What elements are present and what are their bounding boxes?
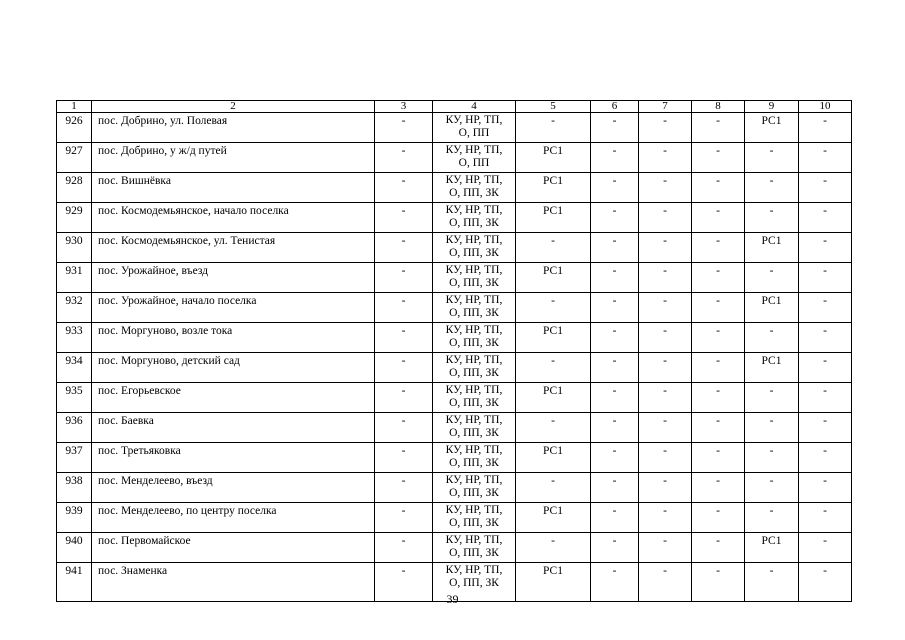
col9-cell: - <box>745 473 799 503</box>
col7-cell: - <box>639 353 692 383</box>
types-cell <box>433 533 516 563</box>
col3-cell: - <box>375 353 433 383</box>
col8-cell: - <box>692 353 745 383</box>
col8-cell: - <box>692 113 745 143</box>
row-number-cell: 931 <box>57 263 92 293</box>
types-line-1: КУ, НР, ТП, <box>445 294 503 306</box>
location-name-cell: пос. Моргуново, возле тока <box>92 323 375 353</box>
row-number-cell: 927 <box>57 143 92 173</box>
location-name-cell: пос. Первомайское <box>92 533 375 563</box>
col5-cell: РС1 <box>516 443 591 473</box>
col9-cell: - <box>745 173 799 203</box>
table-body <box>57 113 852 602</box>
col7-cell: - <box>639 413 692 443</box>
table-row <box>57 533 852 563</box>
col9-cell: - <box>745 383 799 413</box>
table-row <box>57 113 852 143</box>
col5-cell: РС1 <box>516 263 591 293</box>
col10-cell: - <box>799 563 852 602</box>
col3-cell: - <box>375 503 433 533</box>
col10-cell: - <box>799 353 852 383</box>
col6-cell: - <box>591 263 639 293</box>
col10-cell: - <box>799 413 852 443</box>
table-row <box>57 263 852 293</box>
col9-cell: - <box>745 203 799 233</box>
types-line-2: О, ПП, ЗК <box>449 337 499 349</box>
col9-cell: - <box>745 503 799 533</box>
types-cell <box>433 233 516 263</box>
location-name-cell: пос. Баевка <box>92 413 375 443</box>
col8-cell: - <box>692 293 745 323</box>
types-line-1: КУ, НР, ТП, <box>445 264 503 276</box>
table-row <box>57 143 852 173</box>
col9-cell: РС1 <box>745 293 799 323</box>
table-row <box>57 383 852 413</box>
col10-cell: - <box>799 533 852 563</box>
col6-cell: - <box>591 563 639 602</box>
col10-cell: - <box>799 263 852 293</box>
col9-cell: РС1 <box>745 533 799 563</box>
col8-cell: - <box>692 533 745 563</box>
types-line-2: О, ПП, ЗК <box>449 367 499 379</box>
types-line-2: О, ПП, ЗК <box>449 187 499 199</box>
row-number-cell: 941 <box>57 563 92 602</box>
col7-cell: - <box>639 443 692 473</box>
col8-cell: - <box>692 143 745 173</box>
location-name-cell: пос. Урожайное, начало поселка <box>92 293 375 323</box>
col10-cell: - <box>799 173 852 203</box>
types-line-2: О, ПП <box>458 157 490 169</box>
types-cell <box>433 383 516 413</box>
col10-cell: - <box>799 503 852 533</box>
col5-cell: РС1 <box>516 143 591 173</box>
col8-cell: - <box>692 173 745 203</box>
col5-cell: РС1 <box>516 323 591 353</box>
table-row <box>57 353 852 383</box>
col3-cell: - <box>375 473 433 503</box>
col6-cell: - <box>591 323 639 353</box>
table-row <box>57 443 852 473</box>
location-name-cell: пос. Вишнёвка <box>92 173 375 203</box>
col3-cell: - <box>375 203 433 233</box>
location-name-cell: пос. Менделеево, по центру поселка <box>92 503 375 533</box>
types-cell <box>433 203 516 233</box>
col3-cell: - <box>375 323 433 353</box>
location-name-cell: пос. Третьяковка <box>92 443 375 473</box>
types-cell <box>433 293 516 323</box>
col9-cell: - <box>745 143 799 173</box>
col6-cell: - <box>591 203 639 233</box>
location-name-cell: пос. Знаменка <box>92 563 375 602</box>
col5-cell: - <box>516 293 591 323</box>
table-row <box>57 503 852 533</box>
col7-cell: - <box>639 503 692 533</box>
col6-cell: - <box>591 383 639 413</box>
col5-cell: РС1 <box>516 563 591 602</box>
page-number: 39 <box>446 592 459 606</box>
types-line-2: О, ПП, ЗК <box>449 547 499 559</box>
col7-cell: - <box>639 533 692 563</box>
types-line-1: КУ, НР, ТП, <box>445 324 503 336</box>
table-row <box>57 473 852 503</box>
types-line-2: О, ПП, ЗК <box>449 247 499 259</box>
col8-cell: - <box>692 563 745 602</box>
col6-cell: - <box>591 293 639 323</box>
col3-cell: - <box>375 383 433 413</box>
col3-cell: - <box>375 443 433 473</box>
col7-cell: - <box>639 263 692 293</box>
col7-cell: - <box>639 383 692 413</box>
types-line-1: КУ, НР, ТП, <box>445 504 503 516</box>
types-line-2: О, ПП <box>458 127 490 139</box>
types-cell <box>433 143 516 173</box>
table-row <box>57 233 852 263</box>
col5-cell: РС1 <box>516 173 591 203</box>
row-number-cell: 937 <box>57 443 92 473</box>
col8-cell: - <box>692 383 745 413</box>
location-name-cell: пос. Моргуново, детский сад <box>92 353 375 383</box>
col6-cell: - <box>591 173 639 203</box>
col7-cell: - <box>639 203 692 233</box>
table-row <box>57 203 852 233</box>
types-line-1: КУ, НР, ТП, <box>445 174 503 186</box>
col7-cell: - <box>639 563 692 602</box>
col5-cell: РС1 <box>516 503 591 533</box>
col10-cell: - <box>799 323 852 353</box>
column-number-header-row <box>57 101 852 113</box>
row-number-cell: 936 <box>57 413 92 443</box>
row-number-cell: 926 <box>57 113 92 143</box>
col7-cell: - <box>639 293 692 323</box>
col8-cell: - <box>692 203 745 233</box>
row-number-cell: 938 <box>57 473 92 503</box>
types-line-2: О, ПП, ЗК <box>449 427 499 439</box>
types-cell <box>433 323 516 353</box>
col6-cell: - <box>591 413 639 443</box>
header-cell: 6 <box>591 101 639 113</box>
types-line-2: О, ПП, ЗК <box>449 397 499 409</box>
table-row <box>57 413 852 443</box>
location-name-cell: пос. Добрино, у ж/д путей <box>92 143 375 173</box>
col10-cell: - <box>799 233 852 263</box>
header-cell: 10 <box>799 101 852 113</box>
col6-cell: - <box>591 503 639 533</box>
row-number-cell: 940 <box>57 533 92 563</box>
col5-cell: - <box>516 533 591 563</box>
col6-cell: - <box>591 143 639 173</box>
location-name-cell: пос. Космодемьянское, начало поселка <box>92 203 375 233</box>
row-number-cell: 933 <box>57 323 92 353</box>
header-cell: 8 <box>692 101 745 113</box>
col6-cell: - <box>591 533 639 563</box>
header-cell: 1 <box>57 101 92 113</box>
types-line-2: О, ПП, ЗК <box>449 277 499 289</box>
types-line-1: КУ, НР, ТП, <box>445 354 503 366</box>
header-cell: 3 <box>375 101 433 113</box>
col10-cell: - <box>799 143 852 173</box>
header-cell: 2 <box>92 101 375 113</box>
location-name-cell: пос. Егорьевское <box>92 383 375 413</box>
types-line-1: КУ, НР, ТП, <box>445 444 503 456</box>
col9-cell: РС1 <box>745 353 799 383</box>
data-table <box>56 100 852 602</box>
col6-cell: - <box>591 233 639 263</box>
types-line-1: КУ, НР, ТП, <box>445 534 503 546</box>
col9-cell: - <box>745 323 799 353</box>
col6-cell: - <box>591 353 639 383</box>
location-name-cell: пос. Космодемьянское, ул. Тенистая <box>92 233 375 263</box>
col6-cell: - <box>591 473 639 503</box>
location-name-cell: пос. Менделеево, въезд <box>92 473 375 503</box>
header-cell: 9 <box>745 101 799 113</box>
col5-cell: - <box>516 113 591 143</box>
types-cell <box>433 173 516 203</box>
col7-cell: - <box>639 323 692 353</box>
types-cell <box>433 113 516 143</box>
col5-cell: - <box>516 233 591 263</box>
types-line-2: О, ПП, ЗК <box>449 577 499 589</box>
col5-cell: РС1 <box>516 203 591 233</box>
table-row <box>57 323 852 353</box>
col9-cell: - <box>745 563 799 602</box>
header-cell: 4 <box>433 101 516 113</box>
col7-cell: - <box>639 233 692 263</box>
col9-cell: - <box>745 413 799 443</box>
col7-cell: - <box>639 473 692 503</box>
col3-cell: - <box>375 173 433 203</box>
col3-cell: - <box>375 143 433 173</box>
types-line-2: О, ПП, ЗК <box>449 517 499 529</box>
col9-cell: - <box>745 443 799 473</box>
table-row <box>57 173 852 203</box>
col3-cell: - <box>375 563 433 602</box>
col9-cell: РС1 <box>745 233 799 263</box>
col3-cell: - <box>375 413 433 443</box>
types-line-1: КУ, НР, ТП, <box>445 204 503 216</box>
col8-cell: - <box>692 263 745 293</box>
header-cell: 5 <box>516 101 591 113</box>
types-line-1: КУ, НР, ТП, <box>445 234 503 246</box>
table-row <box>57 293 852 323</box>
col10-cell: - <box>799 113 852 143</box>
types-cell <box>433 263 516 293</box>
types-line-1: КУ, НР, ТП, <box>445 474 503 486</box>
col9-cell: - <box>745 263 799 293</box>
col8-cell: - <box>692 323 745 353</box>
col3-cell: - <box>375 263 433 293</box>
col7-cell: - <box>639 113 692 143</box>
col7-cell: - <box>639 143 692 173</box>
col8-cell: - <box>692 413 745 443</box>
col10-cell: - <box>799 293 852 323</box>
types-cell <box>433 443 516 473</box>
types-line-2: О, ПП, ЗК <box>449 457 499 469</box>
types-cell <box>433 353 516 383</box>
col9-cell: РС1 <box>745 113 799 143</box>
col10-cell: - <box>799 473 852 503</box>
types-line-2: О, ПП, ЗК <box>449 217 499 229</box>
col10-cell: - <box>799 443 852 473</box>
row-number-cell: 934 <box>57 353 92 383</box>
col10-cell: - <box>799 203 852 233</box>
col6-cell: - <box>591 113 639 143</box>
row-number-cell: 939 <box>57 503 92 533</box>
row-number-cell: 929 <box>57 203 92 233</box>
header-cell: 7 <box>639 101 692 113</box>
col5-cell: - <box>516 473 591 503</box>
col3-cell: - <box>375 533 433 563</box>
location-name-cell: пос. Урожайное, въезд <box>92 263 375 293</box>
types-line-2: О, ПП, ЗК <box>449 307 499 319</box>
col8-cell: - <box>692 443 745 473</box>
col8-cell: - <box>692 503 745 533</box>
location-name-cell: пос. Добрино, ул. Полевая <box>92 113 375 143</box>
types-cell <box>433 413 516 443</box>
col5-cell: РС1 <box>516 383 591 413</box>
row-number-cell: 930 <box>57 233 92 263</box>
col5-cell: - <box>516 353 591 383</box>
types-line-1: КУ, НР, ТП, <box>445 114 503 126</box>
col8-cell: - <box>692 233 745 263</box>
types-cell <box>433 473 516 503</box>
row-number-cell: 935 <box>57 383 92 413</box>
row-number-cell: 928 <box>57 173 92 203</box>
col3-cell: - <box>375 293 433 323</box>
col8-cell: - <box>692 473 745 503</box>
types-line-1: КУ, НР, ТП, <box>445 564 503 576</box>
col5-cell: - <box>516 413 591 443</box>
types-line-1: КУ, НР, ТП, <box>445 144 503 156</box>
row-number-cell: 932 <box>57 293 92 323</box>
types-line-2: О, ПП, ЗК <box>449 487 499 499</box>
types-cell <box>433 503 516 533</box>
types-line-1: КУ, НР, ТП, <box>445 384 503 396</box>
types-line-1: КУ, НР, ТП, <box>445 414 503 426</box>
col6-cell: - <box>591 443 639 473</box>
col7-cell: - <box>639 173 692 203</box>
col10-cell: - <box>799 383 852 413</box>
col3-cell: - <box>375 233 433 263</box>
col3-cell: - <box>375 113 433 143</box>
